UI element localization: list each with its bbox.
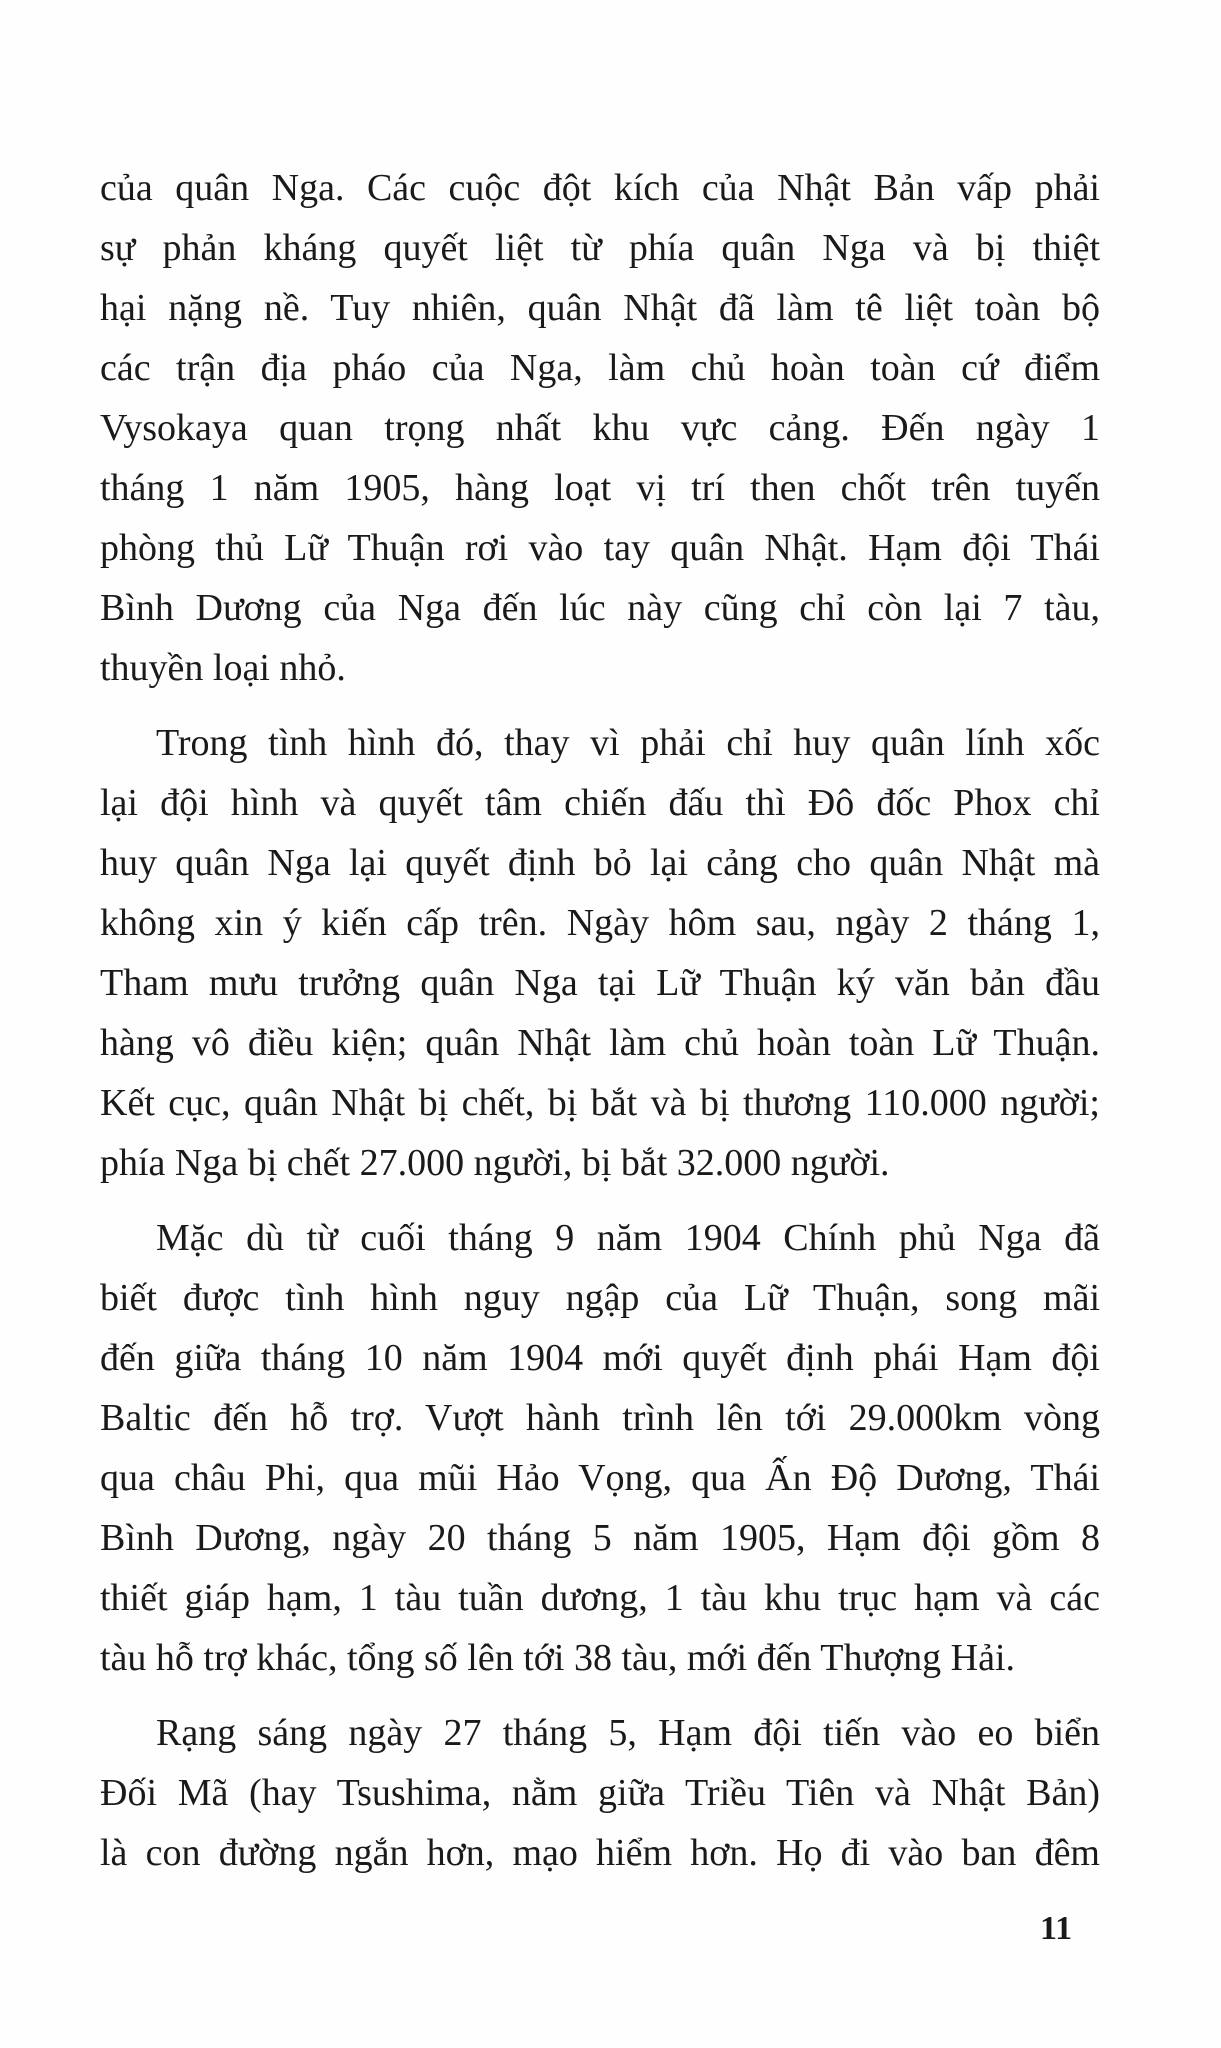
text-line: Bình Dương của Nga đến lúc này cũng chỉ còn lại 7 tàu,	[100, 587, 1100, 629]
text-line: không xin ý kiến cấp trên. Ngày hôm sau, ngày 2 tháng 1,	[100, 902, 1100, 944]
text-line: sự phản kháng quyết liệt từ phía quân Nga và bị thiệt	[100, 227, 1100, 269]
text-line: thiết giáp hạm, 1 tàu tuần dương, 1 tàu khu trục hạm và các	[100, 1577, 1100, 1619]
text-line: Bình Dương, ngày 20 tháng 5 năm 1905, Hạm đội gồm 8	[100, 1517, 1100, 1559]
text-line: tàu hỗ trợ khác, tổng số lên tới 38 tàu, mới đến Thượng Hải.	[100, 1637, 1016, 1679]
text-line: Kết cục, quân Nhật bị chết, bị bắt và bị thương 110.000 người;	[100, 1082, 1100, 1124]
paragraph-3	[100, 1208, 1100, 1688]
page-number: 11	[1040, 1910, 1073, 1947]
paragraph-1	[100, 158, 1100, 698]
text-line: hại nặng nề. Tuy nhiên, quân Nhật đã làm tê liệt toàn bộ	[100, 287, 1100, 329]
text-line: tháng 1 năm 1905, hàng loạt vị trí then chốt trên tuyến	[100, 467, 1100, 509]
text-line: Đối Mã (hay Tsushima, nằm giữa Triều Tiên và Nhật Bản)	[100, 1772, 1100, 1814]
text-line: các trận địa pháo của Nga, làm chủ hoàn toàn cứ điểm	[100, 347, 1100, 389]
text-line: qua châu Phi, qua mũi Hảo Vọng, qua Ấn Độ Dương, Thái	[100, 1457, 1100, 1499]
text-line: là con đường ngắn hơn, mạo hiểm hơn. Họ đi vào ban đêm	[100, 1832, 1100, 1874]
text-line: Tham mưu trưởng quân Nga tại Lữ Thuận ký văn bản đầu	[100, 962, 1100, 1004]
text-line: hàng vô điều kiện; quân Nhật làm chủ hoàn toàn Lữ Thuận.	[100, 1022, 1100, 1064]
body-text	[100, 158, 1100, 1898]
text-line: thuyền loại nhỏ.	[100, 647, 346, 689]
text-line: biết được tình hình nguy ngập của Lữ Thuận, song mãi	[100, 1277, 1100, 1319]
text-line: huy quân Nga lại quyết định bỏ lại cảng cho quân Nhật mà	[100, 842, 1100, 884]
text-line: phía Nga bị chết 27.000 người, bị bắt 32.000 người.	[100, 1142, 890, 1184]
text-line: Vysokaya quan trọng nhất khu vực cảng. Đến ngày 1	[100, 407, 1100, 449]
text-line: Rạng sáng ngày 27 tháng 5, Hạm đội tiến vào eo biển	[156, 1712, 1100, 1754]
text-line: của quân Nga. Các cuộc đột kích của Nhật Bản vấp phải	[100, 167, 1100, 209]
text-line: lại đội hình và quyết tâm chiến đấu thì Đô đốc Phox chỉ	[100, 782, 1100, 824]
text-line: Baltic đến hỗ trợ. Vượt hành trình lên tới 29.000km vòng	[100, 1397, 1100, 1439]
text-line: Mặc dù từ cuối tháng 9 năm 1904 Chính phủ Nga đã	[156, 1217, 1100, 1259]
text-line: đến giữa tháng 10 năm 1904 mới quyết định phái Hạm đội	[100, 1337, 1100, 1379]
paragraph-4	[100, 1703, 1100, 1883]
text-line: Trong tình hình đó, thay vì phải chỉ huy quân lính xốc	[156, 722, 1100, 764]
text-line: phòng thủ Lữ Thuận rơi vào tay quân Nhật. Hạm đội Thái	[100, 527, 1100, 569]
paragraph-2	[100, 713, 1100, 1193]
